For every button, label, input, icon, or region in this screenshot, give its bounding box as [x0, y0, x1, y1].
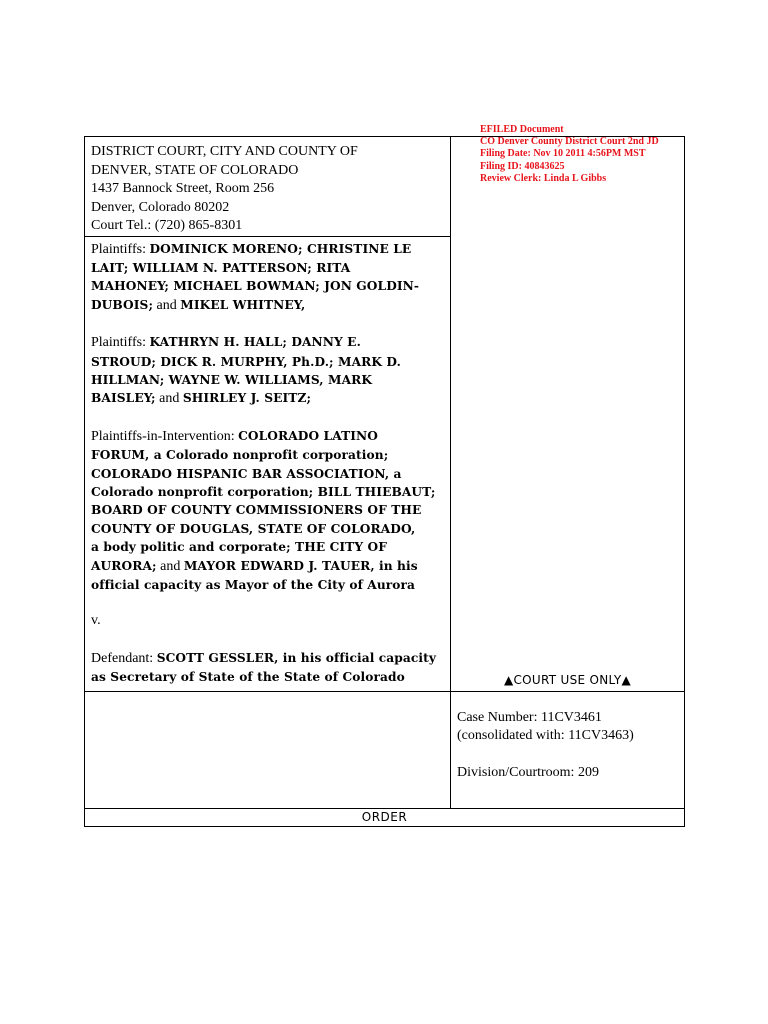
party-names: official capacity as Mayor of the City of Aurora — [91, 578, 416, 592]
party-names: MIKEL WHITNEY, — [180, 297, 306, 312]
intervenors-group — [91, 427, 444, 595]
party-label: Plaintiffs: — [91, 241, 150, 257]
party-names: KATHRYN H. HALL; DANNY E. — [149, 335, 361, 350]
efiled-line: Filing Date: Nov 10 2011 4:56PM MST — [480, 148, 646, 160]
efiled-line: Filing ID: 40843625 — [480, 160, 565, 172]
court-name-line: DENVER, STATE OF COLORADO — [91, 162, 299, 178]
party-names: MAHONEY; MICHAEL BOWMAN; JON GOLDIN- — [91, 279, 420, 294]
party-names: STROUD; DICK R. MURPHY, Ph.D.; MARK D. — [91, 354, 401, 369]
division-courtroom: Division/Courtroom: 209 — [457, 764, 599, 780]
versus-text: v. — [91, 613, 101, 629]
party-label: Plaintiffs: — [91, 335, 150, 351]
case-consolidated: (consolidated with: 11CV3463) — [457, 728, 634, 744]
efiled-line: CO Denver County District Court 2nd JD — [480, 136, 659, 148]
party-names: BAISLEY; — [91, 391, 156, 406]
case-number: Case Number: 11CV3461 — [457, 709, 602, 725]
party-label: Plaintiffs-in-Intervention: — [91, 428, 239, 444]
case-info-cell — [451, 691, 685, 808]
party-names: COLORADO LATINO — [238, 428, 379, 443]
court-address: 1437 Bannock Street, Room 256 — [91, 181, 275, 196]
defendant-group — [91, 649, 444, 687]
party-names: FORUM, a Colorado nonprofit corporation; — [91, 448, 389, 463]
party-names: DOMINICK MORENO; CHRISTINE LE — [149, 241, 412, 256]
party-label: Defendant: — [91, 650, 157, 666]
conjunction: and — [153, 297, 181, 313]
party-names: SHIRLEY J. SEITZ; — [182, 391, 312, 406]
court-use-cell — [451, 137, 685, 692]
parties-cell — [85, 236, 451, 691]
party-names: a body politic and corporate; THE CITY OF — [91, 540, 387, 555]
efiled-line: EFILED Document — [480, 124, 564, 135]
court-use-only-label: ▲COURT USE ONLY▲ — [503, 672, 632, 687]
party-names: LAIT; WILLIAM N. PATTERSON; RITA — [91, 260, 351, 275]
conjunction: and — [156, 558, 184, 574]
party-names: as Secretary of State of the State of Colorado — [91, 670, 405, 685]
party-names: COLORADO HISPANIC BAR ASSOCIATION, a — [91, 466, 402, 481]
party-names: BOARD OF COUNTY COMMISSIONERS OF THE — [91, 503, 422, 518]
attorney-blank-cell — [85, 691, 451, 808]
plaintiffs-group-2 — [91, 333, 444, 409]
plaintiffs-group-1 — [91, 240, 444, 316]
party-names: MAYOR EDWARD J. TAUER, in his — [183, 558, 418, 573]
party-names: SCOTT GESSLER, in his official capacity — [156, 650, 437, 665]
efiled-line: Review Clerk: Linda L Gibbs — [480, 172, 607, 184]
conjunction: and — [155, 391, 183, 407]
order-title: ORDER — [85, 808, 685, 826]
court-name-line: DISTRICT COURT, CITY AND COUNTY OF — [91, 144, 358, 159]
party-names: COUNTY OF DOUGLAS, STATE OF COLORADO, — [91, 521, 416, 536]
court-city: Denver, Colorado 80202 — [91, 199, 230, 215]
case-caption-table — [84, 136, 685, 827]
court-phone: Court Tel.: (720) 865-8301 — [91, 218, 243, 233]
party-names: DUBOIS; — [91, 297, 154, 312]
party-names: HILLMAN; WAYNE W. WILLIAMS, MARK — [91, 372, 373, 387]
court-info-cell — [85, 137, 451, 237]
party-names: Colorado nonprofit corporation; BILL THIEBAUT; — [91, 484, 436, 499]
party-names: AURORA; — [91, 558, 157, 573]
